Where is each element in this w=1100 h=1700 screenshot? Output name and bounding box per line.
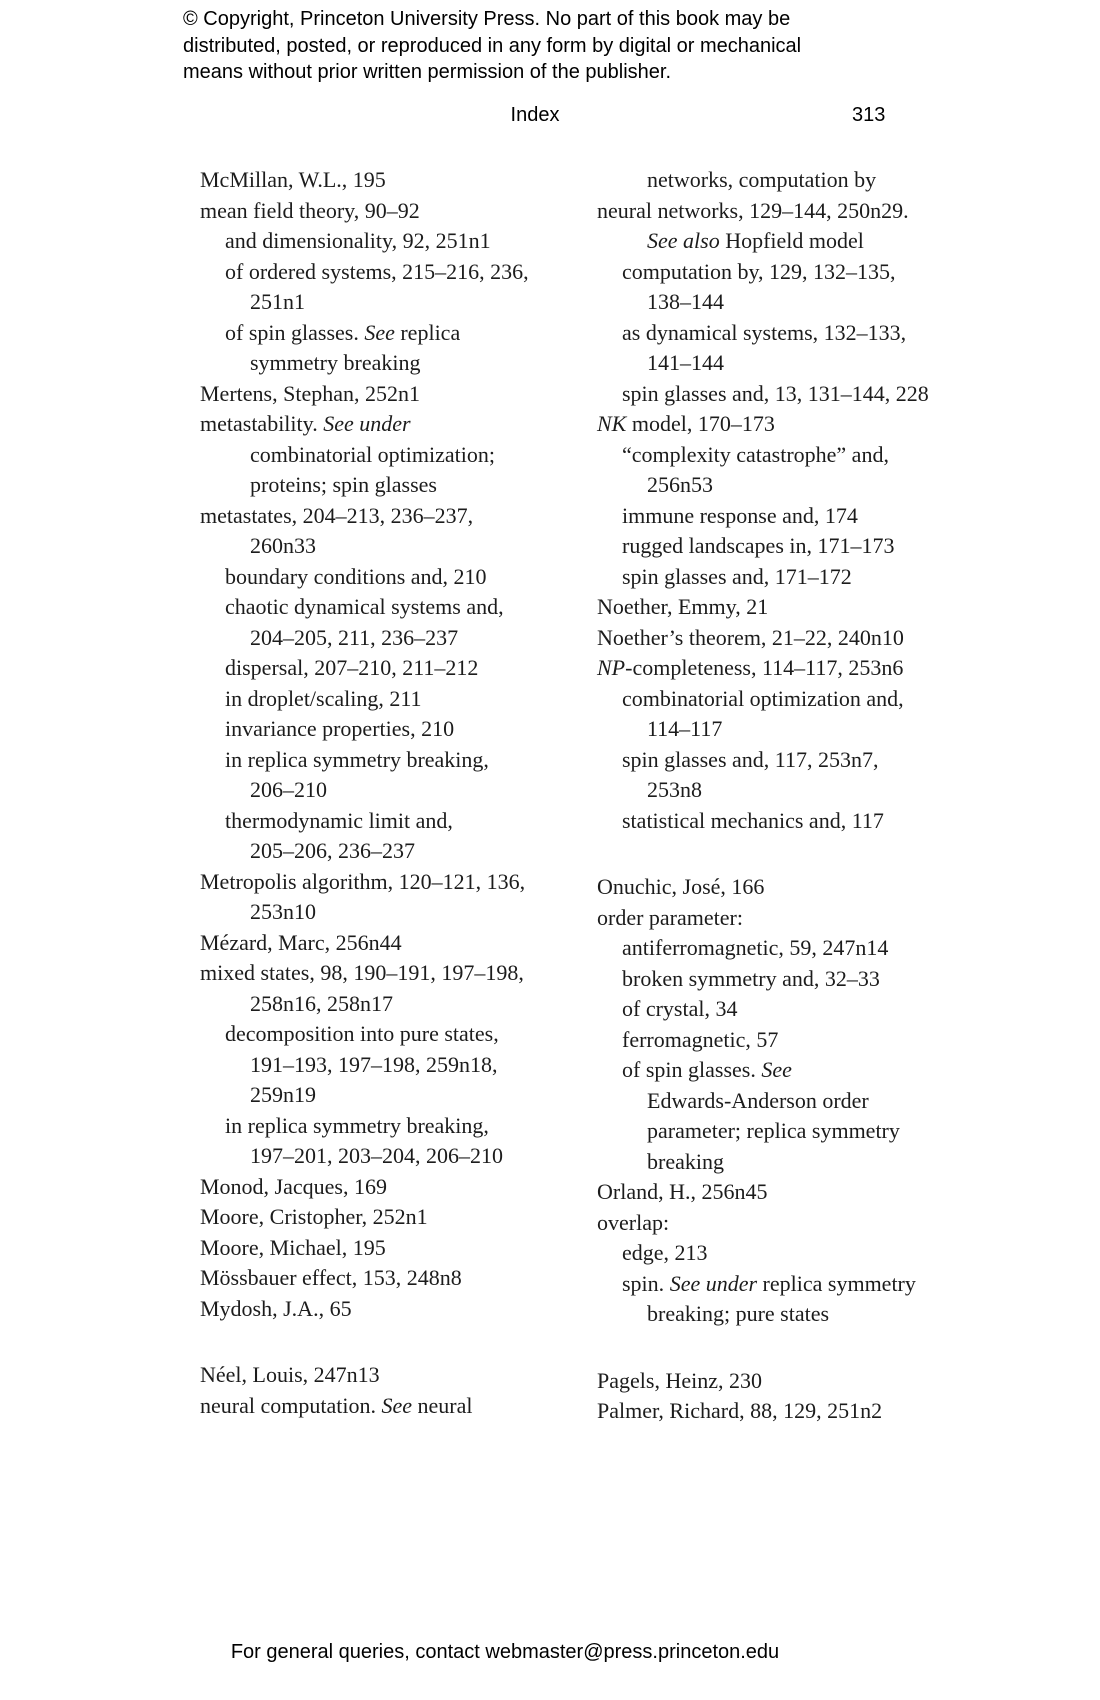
page-title: Index [510, 104, 560, 126]
index-text: in droplet/scaling, 211 [225, 685, 422, 711]
index-entry-line [200, 836, 575, 867]
index-entry-line [200, 806, 575, 837]
index-entry-line [200, 623, 575, 654]
cross-reference-text: See [381, 1392, 412, 1418]
index-entry-line [597, 1269, 982, 1300]
index-text: 191–193, 197–198, 259n18, [250, 1051, 498, 1077]
index-text: replica symmetry [757, 1270, 916, 1296]
index-text: Mydosh, J.A., 65 [200, 1295, 352, 1321]
index-entry-line [200, 1263, 575, 1294]
index-entry-line [597, 994, 982, 1025]
index-text: Monod, Jacques, 169 [200, 1173, 387, 1199]
index-entry-line [200, 1141, 575, 1172]
index-text: mixed states, 98, 190–191, 197–198, [200, 960, 524, 985]
index-entry-line [597, 806, 982, 837]
index-entry-line [597, 1086, 982, 1117]
index-text: Pagels, Heinz, 230 [597, 1367, 762, 1393]
index-text: 253n8 [647, 777, 702, 802]
index-entry-line [597, 933, 982, 964]
index-entry-line [597, 903, 982, 934]
index-text: symmetry breaking [250, 350, 421, 375]
index-text: 197–201, 203–204, 206–210 [250, 1143, 503, 1168]
index-text: Mézard, Marc, 256n44 [200, 929, 402, 955]
index-text: spin glasses and, 117, 253n7, [622, 746, 879, 772]
index-left-column [200, 165, 575, 1421]
index-entry-line [200, 1202, 575, 1233]
index-text: Metropolis algorithm, 120–121, 136, [200, 868, 526, 894]
cross-reference-text: See [364, 319, 395, 345]
index-entry-line [200, 928, 575, 959]
index-text: proteins; spin glasses [250, 472, 437, 497]
index-text: spin glasses and, 171–172 [622, 563, 852, 589]
index-entry-line [597, 1055, 982, 1086]
cross-reference-text: See [761, 1057, 792, 1082]
index-entry-line [597, 1177, 982, 1208]
index-text: Palmer, Richard, 88, 129, 251n2 [597, 1398, 883, 1423]
index-entry-line [200, 1294, 575, 1325]
index-entry-line [597, 531, 982, 562]
index-entry-line [200, 958, 575, 989]
index-entry-line [200, 226, 575, 257]
index-entry-line [597, 165, 982, 196]
index-text: antiferromagnetic, 59, 247n14 [622, 935, 889, 960]
index-entry-line [597, 257, 982, 288]
index-entry-line [200, 1019, 575, 1050]
index-entry-line [200, 1050, 575, 1081]
index-entry-line [597, 226, 982, 257]
index-entry-line [597, 1147, 982, 1178]
index-entry-line [597, 348, 982, 379]
index-text: 204–205, 211, 236–237 [250, 624, 459, 650]
index-text: Hopfield model [719, 228, 864, 253]
index-text: broken symmetry and, 32–33 [622, 965, 880, 991]
index-entry-line [597, 501, 982, 532]
copyright-line: distributed, posted, or reproduced in any form by digital or mechanical [183, 34, 802, 57]
index-entry-line [200, 379, 575, 410]
index-entry-line [200, 318, 575, 349]
index-entry-line [597, 1208, 982, 1239]
index-text: 256n53 [647, 472, 713, 497]
index-entry-line [200, 257, 575, 288]
index-text: as dynamical systems, 132–133, [622, 319, 907, 345]
index-text: spin. [622, 1270, 670, 1296]
index-text: neural [411, 1392, 473, 1418]
page-number: 313 [852, 104, 886, 126]
index-text: 258n16, 258n17 [250, 990, 393, 1016]
index-text: of spin glasses. [225, 319, 365, 345]
index-entry-line [597, 872, 982, 903]
index-text: -completeness, 114–117, 253n6 [625, 655, 904, 680]
index-text: Noether’s theorem, 21–22, 240n10 [597, 624, 904, 650]
index-entry-line [597, 1299, 982, 1330]
cross-reference-text: NK [597, 411, 627, 436]
index-entry-line [597, 623, 982, 654]
index-entry-line [597, 714, 982, 745]
index-text: order parameter: [597, 904, 743, 930]
index-text: 251n1 [250, 289, 305, 314]
index-entry-line [200, 897, 575, 928]
index-text: Moore, Michael, 195 [200, 1234, 386, 1260]
index-text: Edwards-Anderson order [647, 1087, 869, 1113]
copyright-notice [183, 6, 801, 86]
footer-contact: For general queries, contact webmaster@press.princeton.edu [230, 1641, 780, 1663]
index-text: 259n19 [250, 1082, 316, 1107]
index-text: 253n10 [250, 899, 316, 924]
index-entry-line [597, 1116, 982, 1147]
index-entry-line [597, 379, 982, 410]
index-text: ferromagnetic, 57 [622, 1026, 779, 1052]
index-text: breaking [647, 1148, 724, 1174]
index-entry-line [597, 440, 982, 471]
index-entry-line [597, 745, 982, 776]
index-text: Orland, H., 256n45 [597, 1179, 768, 1204]
index-entry-line [200, 1360, 575, 1391]
index-text: 206–210 [250, 777, 327, 802]
index-text: mean field theory, 90–92 [200, 197, 420, 223]
index-entry-line [200, 1172, 575, 1203]
index-entry-line [200, 1391, 575, 1422]
index-entry-line [200, 1233, 575, 1264]
index-entry-line [200, 592, 575, 623]
index-entry-line [200, 348, 575, 379]
index-entry-line [200, 775, 575, 806]
index-entry-line [597, 775, 982, 806]
index-text: in replica symmetry breaking, [225, 1112, 489, 1138]
index-entry-line [200, 867, 575, 898]
index-entry-line [200, 745, 575, 776]
index-text: invariance properties, 210 [225, 716, 455, 741]
index-text: and dimensionality, 92, 251n1 [225, 228, 491, 253]
index-entry-line [597, 196, 982, 227]
index-entry-line [200, 684, 575, 715]
cross-reference-text: See under [669, 1270, 758, 1296]
index-entry-line [597, 470, 982, 501]
index-text: of ordered systems, 215–216, 236, [225, 258, 529, 284]
index-text: combinatorial optimization and, [622, 685, 904, 711]
index-text: dispersal, 207–210, 211–212 [225, 655, 479, 680]
index-text: neural computation. [200, 1392, 382, 1418]
index-entry-line [200, 714, 575, 745]
index-text: Onuchic, José, 166 [597, 874, 765, 899]
index-text: computation by, 129, 132–135, [622, 258, 896, 284]
index-entry-line [597, 318, 982, 349]
index-entry-line [200, 470, 575, 501]
index-entry-line [597, 684, 982, 715]
cross-reference-text: See under [323, 411, 411, 436]
index-text: neural networks, 129–144, 250n29. [597, 197, 909, 223]
index-text: Néel, Louis, 247n13 [200, 1362, 380, 1387]
index-text: edge, 213 [622, 1240, 708, 1265]
index-entry-line [597, 1238, 982, 1269]
index-text: breaking; pure states [647, 1301, 830, 1326]
index-text: Mössbauer effect, 153, 248n8 [200, 1265, 462, 1290]
index-entry-line [200, 501, 575, 532]
index-text: metastates, 204–213, 236–237, [200, 502, 474, 528]
index-entry-line [597, 1025, 982, 1056]
index-entry-line [200, 440, 575, 471]
index-entry-line [200, 653, 575, 684]
index-entry-line [597, 562, 982, 593]
index-entry-line [597, 592, 982, 623]
index-text: overlap: [597, 1209, 670, 1235]
index-text: statistical mechanics and, 117 [622, 807, 884, 833]
index-text: metastability. [200, 411, 324, 436]
index-entry-line [597, 409, 982, 440]
index-text: parameter; replica symmetry [647, 1118, 900, 1143]
index-section-gap [597, 1330, 982, 1366]
index-entry-line [200, 196, 575, 227]
cross-reference-text: NP [597, 655, 626, 680]
index-entry-line [597, 287, 982, 318]
index-entry-line [200, 409, 575, 440]
index-section-gap [597, 836, 982, 872]
copyright-line: means without prior written permission of the publisher. [183, 61, 672, 83]
index-section-gap [200, 1324, 575, 1360]
index-text: Moore, Cristopher, 252n1 [200, 1204, 428, 1229]
index-entry-line [200, 989, 575, 1020]
index-text: immune response and, 174 [622, 502, 858, 528]
index-entry-line [597, 1366, 982, 1397]
index-right-column [597, 165, 982, 1427]
index-entry-line [200, 1080, 575, 1111]
index-entry-line [597, 653, 982, 684]
index-entry-line [200, 287, 575, 318]
index-text: of spin glasses. [622, 1057, 762, 1082]
index-text: of crystal, 34 [622, 996, 738, 1021]
index-text: thermodynamic limit and, [225, 807, 453, 833]
index-text: spin glasses and, 13, 131–144, 228 [622, 380, 929, 406]
index-text: boundary conditions and, 210 [225, 563, 487, 589]
index-text: decomposition into pure states, [225, 1021, 499, 1046]
index-text: chaotic dynamical systems and, [225, 594, 504, 619]
index-text: combinatorial optimization; [250, 441, 495, 467]
index-text: rugged landscapes in, 171–173 [622, 533, 895, 558]
index-entry-line [200, 562, 575, 593]
index-text: model, 170–173 [626, 411, 775, 436]
index-text: in replica symmetry breaking, [225, 746, 489, 772]
index-entry-line [200, 531, 575, 562]
cross-reference-text: See also [647, 228, 720, 253]
copyright-line: © Copyright, Princeton University Press. No part of this book may be [183, 8, 791, 30]
index-text: 205–206, 236–237 [250, 838, 415, 863]
index-text: “complexity catastrophe” and, [622, 441, 889, 467]
index-text: networks, computation by [647, 167, 877, 192]
index-text: Mertens, Stephan, 252n1 [200, 380, 420, 406]
index-text: McMillan, W.L., 195 [200, 167, 386, 192]
index-text: replica [394, 319, 461, 345]
index-text: 260n33 [250, 533, 316, 558]
index-text: 141–144 [647, 350, 724, 375]
index-entry-line [597, 1396, 982, 1427]
index-entry-line [200, 165, 575, 196]
index-text: 138–144 [647, 289, 724, 314]
index-entry-line [200, 1111, 575, 1142]
index-text: 114–117 [647, 716, 723, 741]
index-entry-line [597, 964, 982, 995]
index-text: Noether, Emmy, 21 [597, 594, 769, 619]
